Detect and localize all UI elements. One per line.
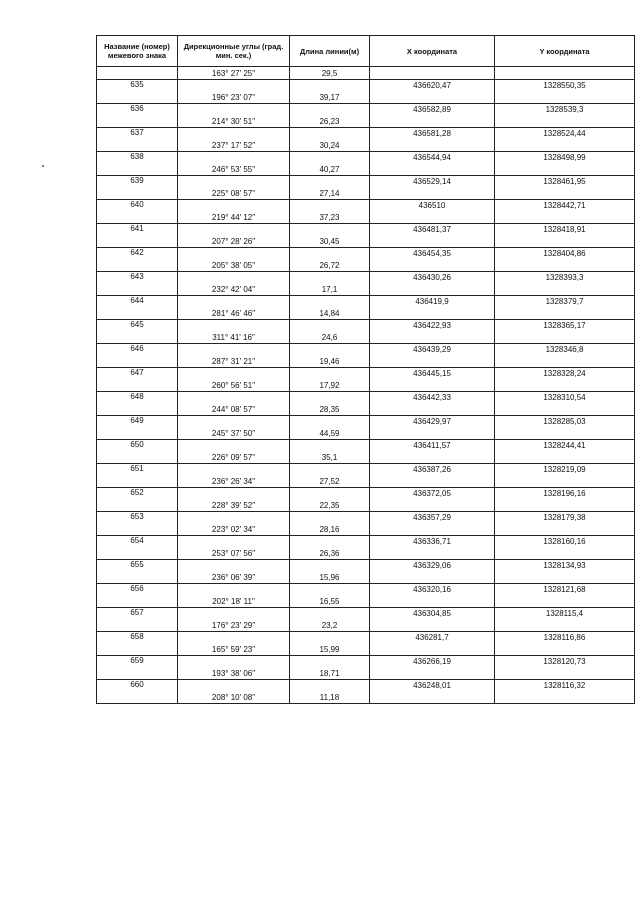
point-name: 636 xyxy=(97,103,178,115)
point-row xyxy=(97,415,635,427)
point-x: 436266,19 xyxy=(370,655,495,667)
point-y: 1328418,91 xyxy=(495,223,635,235)
point-y: 1328393,3 xyxy=(495,271,635,283)
point-x: 436544,94 xyxy=(370,151,495,163)
segment-angle: 245° 37' 50" xyxy=(178,427,290,439)
segment-angle: 260° 56' 51" xyxy=(178,379,290,391)
point-row xyxy=(97,487,635,499)
segment-length: 29,5 xyxy=(290,67,370,80)
point-name: 653 xyxy=(97,511,178,523)
segment-row xyxy=(97,379,635,391)
point-row xyxy=(97,199,635,211)
segment-length: 17,92 xyxy=(290,379,370,391)
point-y: 1328365,17 xyxy=(495,319,635,331)
segment-length: 24,6 xyxy=(290,331,370,343)
point-y: 1328539,3 xyxy=(495,103,635,115)
point-row xyxy=(97,343,635,355)
point-x: 436439,29 xyxy=(370,343,495,355)
segment-angle: 208° 10' 08" xyxy=(178,691,290,703)
segment-angle: 244° 08' 57" xyxy=(178,403,290,415)
point-x: 436510 xyxy=(370,199,495,211)
segment-length: 22,35 xyxy=(290,499,370,511)
point-row xyxy=(97,271,635,283)
segment-angle: 228° 39' 52" xyxy=(178,499,290,511)
point-row xyxy=(97,295,635,307)
point-name: 651 xyxy=(97,463,178,475)
segment-length: 37,23 xyxy=(290,211,370,223)
segment-row xyxy=(97,307,635,319)
segment-angle: 193° 38' 06" xyxy=(178,667,290,679)
point-x: 436620,47 xyxy=(370,79,495,91)
point-row xyxy=(97,247,635,259)
segment-length: 19,46 xyxy=(290,355,370,367)
point-x: 436320,16 xyxy=(370,583,495,595)
segment-row xyxy=(97,235,635,247)
segment-angle: 223° 02' 34" xyxy=(178,523,290,535)
segment-row xyxy=(97,667,635,679)
point-y: 1328179,38 xyxy=(495,511,635,523)
point-y: 1328328,24 xyxy=(495,367,635,379)
point-x: 436329,06 xyxy=(370,559,495,571)
table-header-row xyxy=(97,36,635,67)
point-name: 638 xyxy=(97,151,178,163)
point-row xyxy=(97,679,635,691)
point-row xyxy=(97,559,635,571)
segment-angle: 232° 42' 04" xyxy=(178,283,290,295)
point-y: 1328442,71 xyxy=(495,199,635,211)
segment-angle: 214° 30' 51" xyxy=(178,115,290,127)
point-row xyxy=(97,79,635,91)
point-name: 656 xyxy=(97,583,178,595)
point-x: 436430,26 xyxy=(370,271,495,283)
segment-row xyxy=(97,691,635,703)
segment-row xyxy=(97,283,635,295)
point-y: 1328498,99 xyxy=(495,151,635,163)
segment-angle: 165° 59' 23" xyxy=(178,643,290,655)
segment-length: 26,23 xyxy=(290,115,370,127)
point-y: 1328550,35 xyxy=(495,79,635,91)
segment-row xyxy=(97,187,635,199)
segment-angle: 236° 26' 34" xyxy=(178,475,290,487)
segment-row xyxy=(97,331,635,343)
point-row xyxy=(97,511,635,523)
point-name: 635 xyxy=(97,79,178,91)
point-x: 436454,35 xyxy=(370,247,495,259)
segment-angle: 246° 53' 55" xyxy=(178,163,290,175)
point-x: 436281,7 xyxy=(370,631,495,643)
segment-angle: 287° 31' 21" xyxy=(178,355,290,367)
point-name: 641 xyxy=(97,223,178,235)
point-name: 649 xyxy=(97,415,178,427)
point-y: 1328524,44 xyxy=(495,127,635,139)
header-x-coordinate: X координата xyxy=(370,36,495,67)
point-x: 436529,14 xyxy=(370,175,495,187)
point-y: 1328379,7 xyxy=(495,295,635,307)
segment-row xyxy=(97,91,635,103)
segment-row xyxy=(97,355,635,367)
point-name: 648 xyxy=(97,391,178,403)
segment-angle: 219° 44' 12" xyxy=(178,211,290,223)
point-row xyxy=(97,103,635,115)
point-name: 644 xyxy=(97,295,178,307)
point-name: 643 xyxy=(97,271,178,283)
segment-length: 23,2 xyxy=(290,619,370,631)
point-row xyxy=(97,439,635,451)
point-row xyxy=(97,655,635,667)
point-y: 1328160,16 xyxy=(495,535,635,547)
point-row xyxy=(97,631,635,643)
point-x: 436481,37 xyxy=(370,223,495,235)
segment-row xyxy=(97,595,635,607)
point-row xyxy=(97,127,635,139)
point-x: 436582,89 xyxy=(370,103,495,115)
point-name: 652 xyxy=(97,487,178,499)
point-y: 1328461,95 xyxy=(495,175,635,187)
point-y: 1328219,09 xyxy=(495,463,635,475)
point-y: 1328310,54 xyxy=(495,391,635,403)
segment-angle: 202° 18' 11" xyxy=(178,595,290,607)
point-name: 650 xyxy=(97,439,178,451)
scan-speck xyxy=(42,165,44,167)
point-name: 655 xyxy=(97,559,178,571)
segment-length: 16,55 xyxy=(290,595,370,607)
segment-row xyxy=(97,643,635,655)
point-y: 1328120,73 xyxy=(495,655,635,667)
point-row xyxy=(97,463,635,475)
segment-row xyxy=(97,523,635,535)
header-line-length: Длина линии(м) xyxy=(290,36,370,67)
segment-length: 35,1 xyxy=(290,451,370,463)
point-y: 1328346,8 xyxy=(495,343,635,355)
point-y: 1328115,4 xyxy=(495,607,635,619)
segment-row xyxy=(97,571,635,583)
point-row xyxy=(97,223,635,235)
segment-row xyxy=(97,451,635,463)
point-y: 1328404,86 xyxy=(495,247,635,259)
point-row xyxy=(97,535,635,547)
segment-row xyxy=(97,115,635,127)
coordinates-table xyxy=(96,35,635,704)
segment-length: 28,35 xyxy=(290,403,370,415)
header-point-name: Название (номер) межевого знака xyxy=(97,36,178,67)
segment-angle: 196° 23' 07" xyxy=(178,91,290,103)
point-name: 640 xyxy=(97,199,178,211)
segment-row xyxy=(97,499,635,511)
point-y: 1328134,93 xyxy=(495,559,635,571)
point-x: 436387,26 xyxy=(370,463,495,475)
segment-length: 26,36 xyxy=(290,547,370,559)
segment-length: 30,45 xyxy=(290,235,370,247)
point-row xyxy=(97,391,635,403)
segment-length: 39,17 xyxy=(290,91,370,103)
segment-angle: 207° 28' 26" xyxy=(178,235,290,247)
point-y: 1328121,68 xyxy=(495,583,635,595)
table-body xyxy=(97,67,635,704)
segment-angle: 236° 06' 39" xyxy=(178,571,290,583)
point-y: 1328116,86 xyxy=(495,631,635,643)
segment-row xyxy=(97,403,635,415)
segment-angle: 163° 27' 25" xyxy=(178,67,290,80)
point-x: 436248,01 xyxy=(370,679,495,691)
point-name: 658 xyxy=(97,631,178,643)
point-row xyxy=(97,583,635,595)
segment-length: 11,18 xyxy=(290,691,370,703)
point-row xyxy=(97,319,635,331)
segment-angle: 281° 46' 46" xyxy=(178,307,290,319)
segment-row xyxy=(97,139,635,151)
segment-length: 44,59 xyxy=(290,427,370,439)
segment-angle: 311° 41' 16" xyxy=(178,331,290,343)
point-name: 654 xyxy=(97,535,178,547)
segment-length: 18,71 xyxy=(290,667,370,679)
header-direction-angle: Дирекционные углы (град. мин. сек.) xyxy=(178,36,290,67)
point-x: 436336,71 xyxy=(370,535,495,547)
segment-angle: 226° 09' 57" xyxy=(178,451,290,463)
point-row xyxy=(97,151,635,163)
segment-row xyxy=(97,475,635,487)
point-name: 659 xyxy=(97,655,178,667)
point-name: 642 xyxy=(97,247,178,259)
segment-row xyxy=(97,259,635,271)
segment-row xyxy=(97,67,635,80)
segment-length: 14,84 xyxy=(290,307,370,319)
segment-length: 27,52 xyxy=(290,475,370,487)
segment-length: 15,99 xyxy=(290,643,370,655)
segment-row xyxy=(97,427,635,439)
segment-row xyxy=(97,547,635,559)
point-x: 436411,57 xyxy=(370,439,495,451)
point-y: 1328285,03 xyxy=(495,415,635,427)
segment-row xyxy=(97,619,635,631)
point-row xyxy=(97,367,635,379)
point-x: 436304,85 xyxy=(370,607,495,619)
segment-row xyxy=(97,163,635,175)
point-x: 436442,33 xyxy=(370,391,495,403)
segment-row xyxy=(97,211,635,223)
point-x: 436357,29 xyxy=(370,511,495,523)
segment-length: 17,1 xyxy=(290,283,370,295)
segment-angle: 237° 17' 52" xyxy=(178,139,290,151)
point-y: 1328244,41 xyxy=(495,439,635,451)
point-x: 436419,9 xyxy=(370,295,495,307)
segment-length: 28,16 xyxy=(290,523,370,535)
point-y: 1328196,16 xyxy=(495,487,635,499)
segment-length: 15,96 xyxy=(290,571,370,583)
point-name: 646 xyxy=(97,343,178,355)
point-x: 436429,97 xyxy=(370,415,495,427)
point-y: 1328116,32 xyxy=(495,679,635,691)
point-row xyxy=(97,175,635,187)
segment-length: 27,14 xyxy=(290,187,370,199)
point-row xyxy=(97,607,635,619)
point-name: 647 xyxy=(97,367,178,379)
point-x: 436422,93 xyxy=(370,319,495,331)
point-name: 637 xyxy=(97,127,178,139)
header-y-coordinate: Y координата xyxy=(495,36,635,67)
segment-length: 30,24 xyxy=(290,139,370,151)
point-name: 645 xyxy=(97,319,178,331)
segment-angle: 253° 07' 56" xyxy=(178,547,290,559)
segment-length: 26,72 xyxy=(290,259,370,271)
point-name: 639 xyxy=(97,175,178,187)
point-x: 436445,15 xyxy=(370,367,495,379)
segment-angle: 205° 38' 05" xyxy=(178,259,290,271)
segment-angle: 225° 08' 57" xyxy=(178,187,290,199)
point-name: 660 xyxy=(97,679,178,691)
point-x: 436581,28 xyxy=(370,127,495,139)
segment-angle: 176° 23' 29" xyxy=(178,619,290,631)
segment-length: 40,27 xyxy=(290,163,370,175)
point-name: 657 xyxy=(97,607,178,619)
point-x: 436372,05 xyxy=(370,487,495,499)
